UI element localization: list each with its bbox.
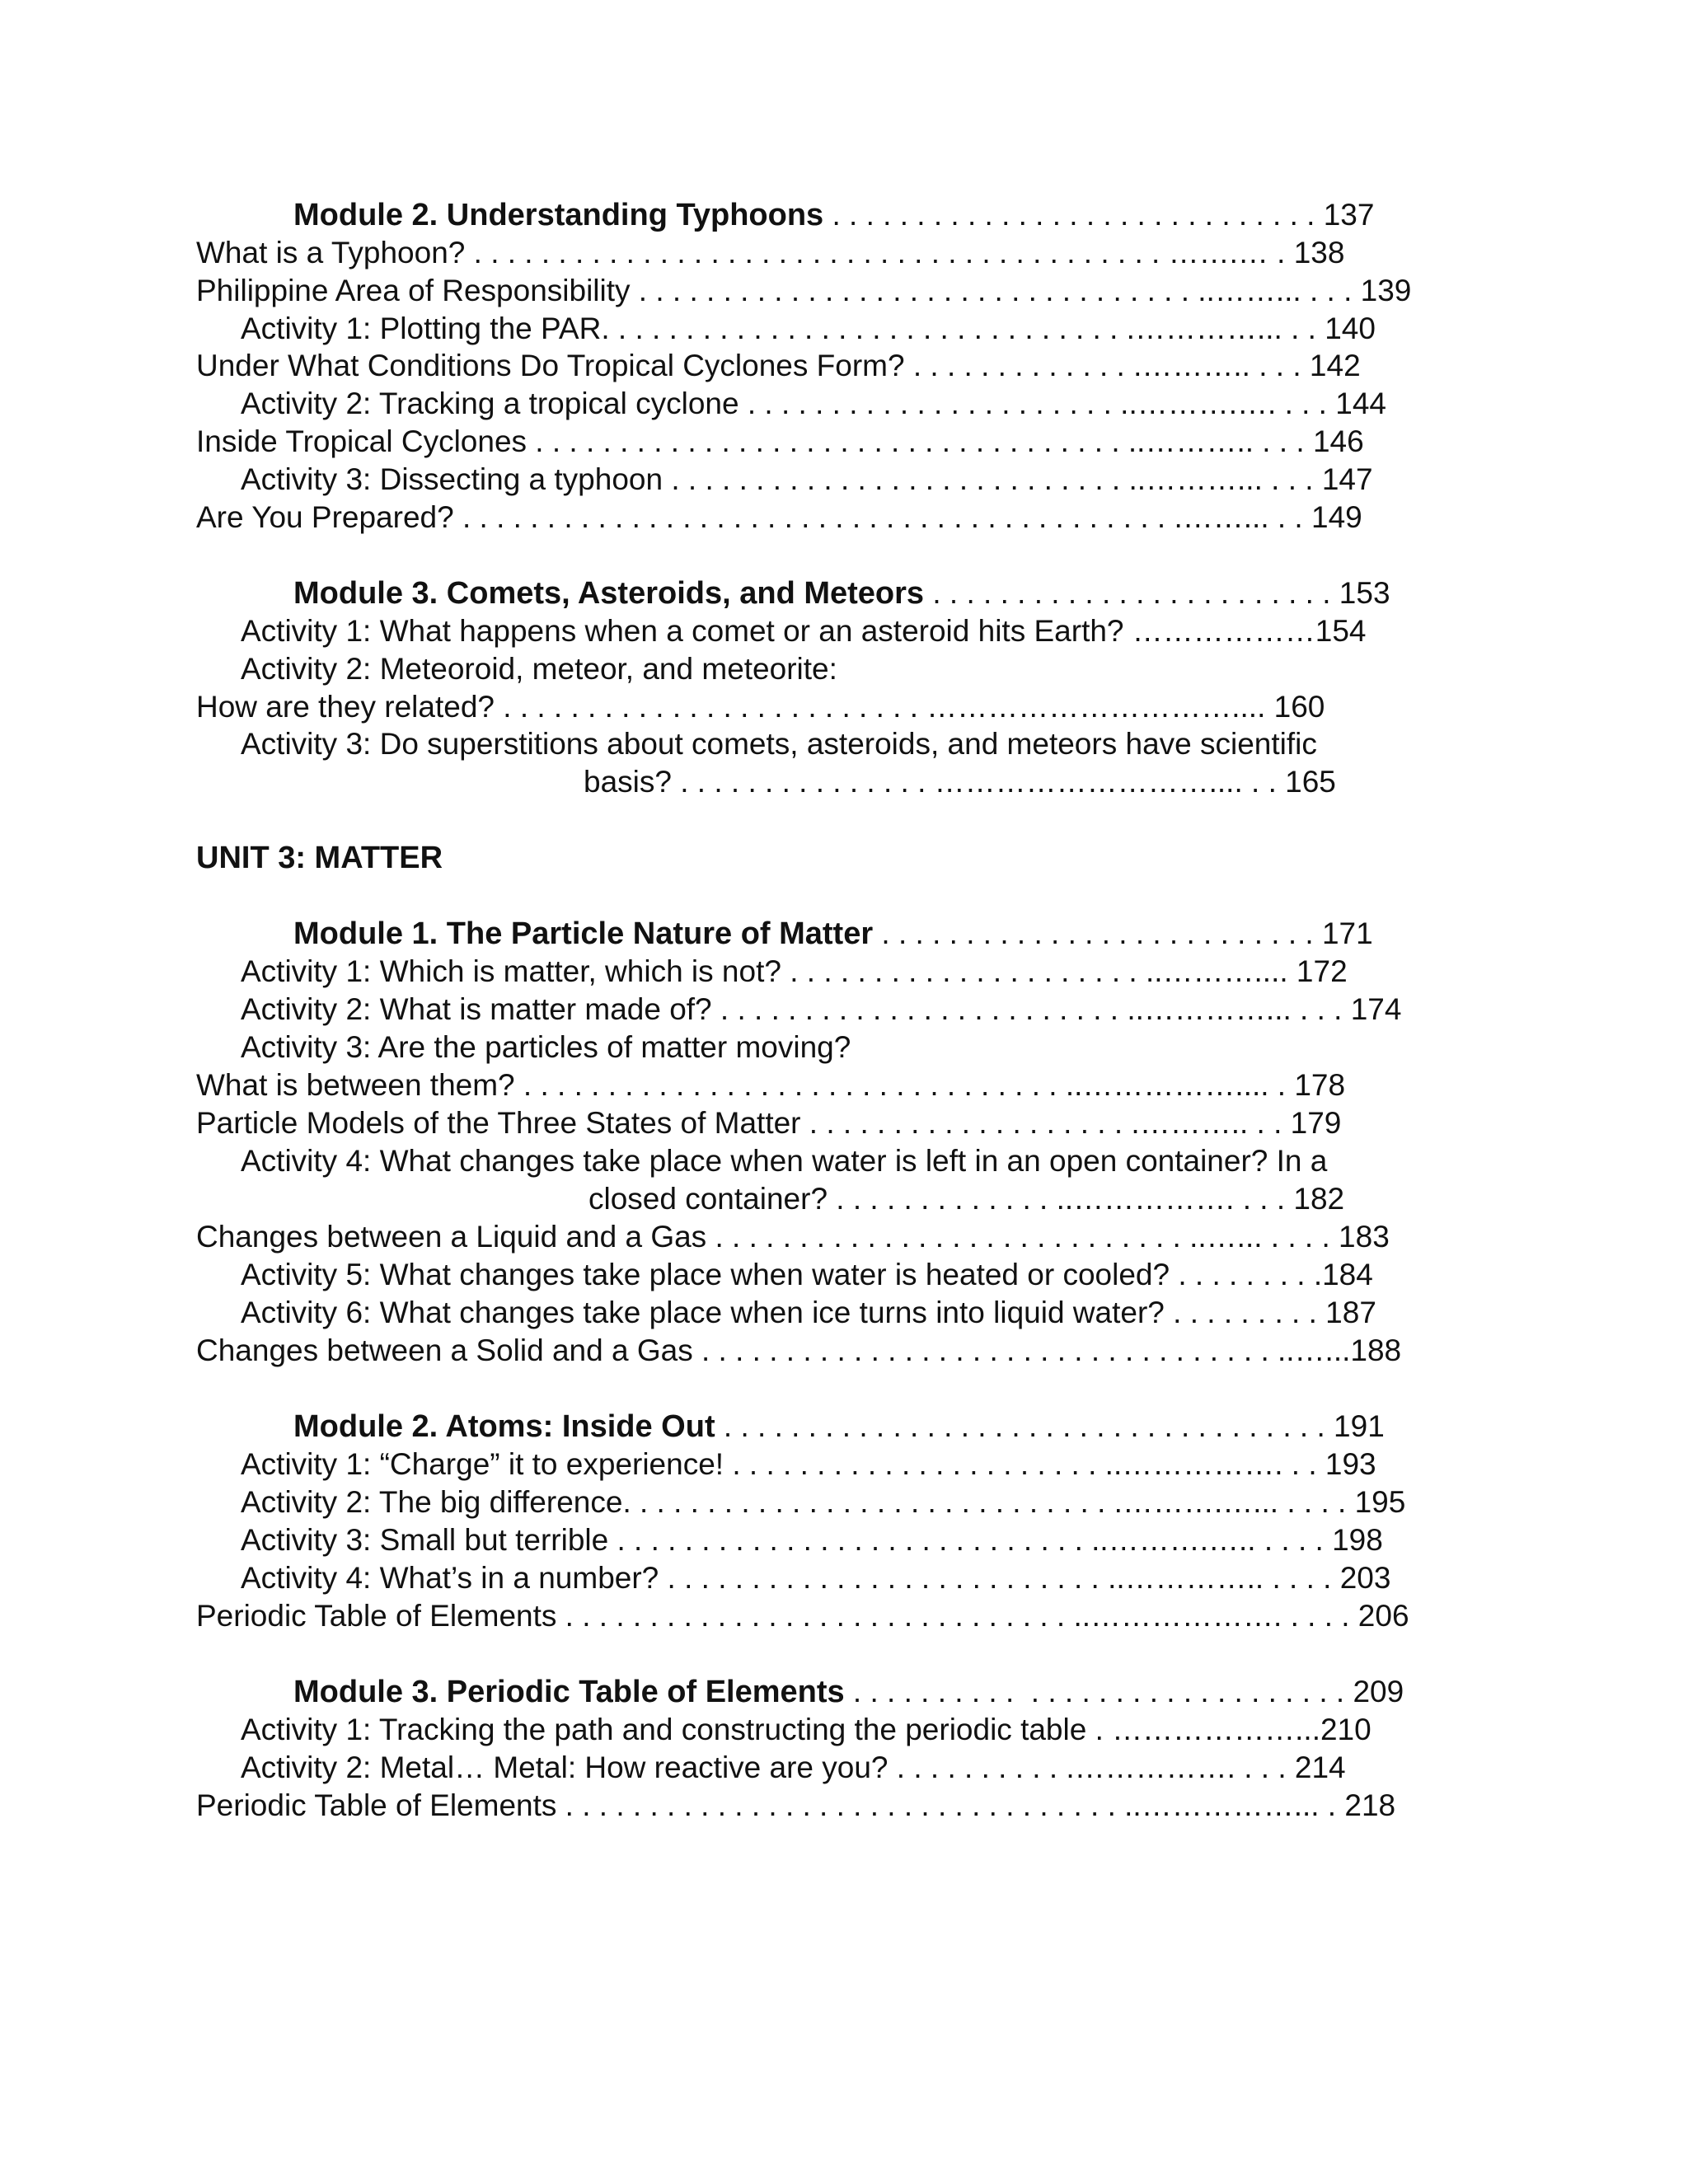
toc-entry-activity: Activity 3: Are the particles of matter moving? [241, 1030, 851, 1064]
toc-leader-page: . . . . . . . . . . . . . . . . . . . . . . . . . . 171 [873, 916, 1373, 950]
toc-leader-page: . . . . . . . . . . . . . . . . . . . . . . . . 153 [924, 576, 1390, 610]
toc-module-heading [293, 1673, 1404, 1711]
toc-entry: Changes between a Solid and a Gas . . . . . . . . . . . . . . . . . . . . . . . . . . . . . . . . . . ..…...188 [196, 1333, 1402, 1367]
toc-entry-activity: Activity 4: What’s in a number? . . . . . . . . . . . . . . . . . . . . . . . . . . ..………….. . . . . 203 [241, 1561, 1391, 1595]
toc-entry-activity: Activity 3: Small but terrible . . . . . . . . . . . . . . . . . . . . . . . . . . . . ..……….….. . . . . 198 [241, 1523, 1383, 1557]
toc-entry-activity: Activity 1: What happens when a comet or an asteroid hits Earth? ………………154 [241, 614, 1367, 648]
module-title: Module 3. Periodic Table of Elements [293, 1675, 845, 1709]
toc-entry: Periodic Table of Elements . . . . . . . . . . . . . . . . . . . . . . . . . . . . . . . . . ..……………... . 218 [196, 1788, 1396, 1822]
toc-module-heading [293, 574, 1390, 612]
toc-entry: What is between them? . . . . . . . . . . . . . . . . . . . . . . . . . . . . . . . . ..…………….... . 178 [196, 1068, 1346, 1102]
toc-entry-activity: Activity 4: What changes take place when water is left in an open container? In a [241, 1144, 1328, 1178]
module-title: Module 2. Atoms: Inside Out [293, 1409, 715, 1444]
toc-entry: Inside Tropical Cyclones . . . . . . . . . . . . . . . . . . . . . . . . . . . . . . . . . . . ..……….. . . . 146 [196, 424, 1364, 458]
toc-entry-activity: Activity 2: The big difference. . . . . . . . . . . . . . . . . . . . . . . . . . . . . .……….…... . . . . 195 [241, 1485, 1406, 1519]
toc-entry: How are they related? . . . . . . . . . . . . . . . . . . . . . . . . . ………………………….... 160 [196, 690, 1325, 724]
toc-entry-activity: Activity 1: “Charge” it to experience! . . . . . . . . . . . . . . . . . . . . . . ..……………. . . 193 [241, 1447, 1376, 1481]
toc-entry-continuation: basis? . . . . . . . . . . . . . . . ……………………….... . . 165 [584, 765, 1336, 799]
toc-module-heading [293, 1408, 1385, 1446]
toc-entry: Periodic Table of Elements . . . . . . . . . . . . . . . . . . . . . . . . . . . . . . ..………………. . . . . 206 [196, 1599, 1409, 1633]
toc-entry: Under What Conditions Do Tropical Cyclones Form? . . . . . . . . . . . . . .……….. . . . 142 [196, 349, 1361, 382]
toc-entry-activity: Activity 2: Tracking a tropical cyclone . . . . . . . . . . . . . . . . . . . . . . ..……….…. . . . 144 [241, 387, 1386, 420]
toc-entry-activity: Activity 3: Do superstitions about comets, asteroids, and meteors have scientific [241, 727, 1317, 761]
toc-entry-activity: Activity 1: Plotting the PAR. . . . . . . . . . . . . . . . . . . . . . . . . . . . . . . .…………... . . 140 [241, 312, 1376, 345]
toc-entry: Changes between a Liquid and a Gas . . . . . . . . . . . . . . . . . . . . . . . . . . . . ..…... . . . . 183 [196, 1220, 1390, 1254]
toc-entry-activity: Activity 5: What changes take place when water is heated or cooled? . . . . . . . . .184 [241, 1258, 1373, 1291]
toc-leader-page: . . . . . . . . . . . . . . . . . . . . . . . . . . . . . 137 [823, 198, 1375, 232]
toc-module-heading [293, 196, 1374, 234]
toc-leader-page: . . . . . . . . . . . . . . . . . . . . . . . . . . . . . 209 [844, 1675, 1404, 1708]
toc-entry: Philippine Area of Responsibility . . . . . . . . . . . . . . . . . . . . . . . . . . . . . . . . . ..……... . . . 139 [196, 274, 1412, 307]
toc-entry: What is a Typhoon? . . . . . . . . . . . . . . . . . . . . . . . . . . . . . . . . . . . . . . . . . …….… . 138 [196, 236, 1345, 269]
toc-entry-activity: Activity 3: Dissecting a typhoon . . . . . . . . . . . . . . . . . . . . . . . . . . . ..………... . . . 147 [241, 462, 1373, 496]
unit-heading: UNIT 3: MATTER [196, 841, 443, 875]
module-title: Module 1. The Particle Nature of Matter [293, 916, 874, 951]
toc-entry-activity: Activity 2: What is matter made of? . . . . . . . . . . . . . . . . . . . . . . . . ..…………... . . . 174 [241, 992, 1402, 1026]
toc-entry-activity: Activity 2: Metal… Metal: How reactive are you? . . . . . . . . . . .……………. . . . 214 [241, 1750, 1346, 1784]
module-title: Module 3. Comets, Asteroids, and Meteors [293, 576, 925, 611]
toc-entry: Are You Prepared? . . . . . . . . . . . . . . . . . . . . . . . . . . . . . . . . . . . . . . . . . . .……... . . 149 [196, 500, 1362, 534]
toc-entry-activity: Activity 2: Meteoroid, meteor, and meteorite: [241, 652, 837, 686]
toc-entry-activity: Activity 1: Tracking the path and constructing the periodic table . ………………...210 [241, 1713, 1372, 1746]
toc-entry-activity: Activity 1: Which is matter, which is not? . . . . . . . . . . . . . . . . . . . . . ..……….... 172 [241, 954, 1348, 988]
toc-entry-activity: Activity 6: What changes take place when ice turns into liquid water? . . . . . . . . . 187 [241, 1296, 1376, 1329]
toc-entry: Particle Models of the Three States of Matter . . . . . . . . . . . . . . . . . . . .……….. . . 179 [196, 1106, 1342, 1140]
toc-module-heading [293, 915, 1373, 953]
toc-entry-continuation: closed container? . . . . . . . . . . . . . ..……………. . . . 182 [588, 1182, 1345, 1216]
toc-leader-page: . . . . . . . . . . . . . . . . . . . . . . . . . . . . . . . . . . . . 191 [715, 1409, 1385, 1443]
module-title: Module 2. Understanding Typhoons [293, 198, 824, 232]
